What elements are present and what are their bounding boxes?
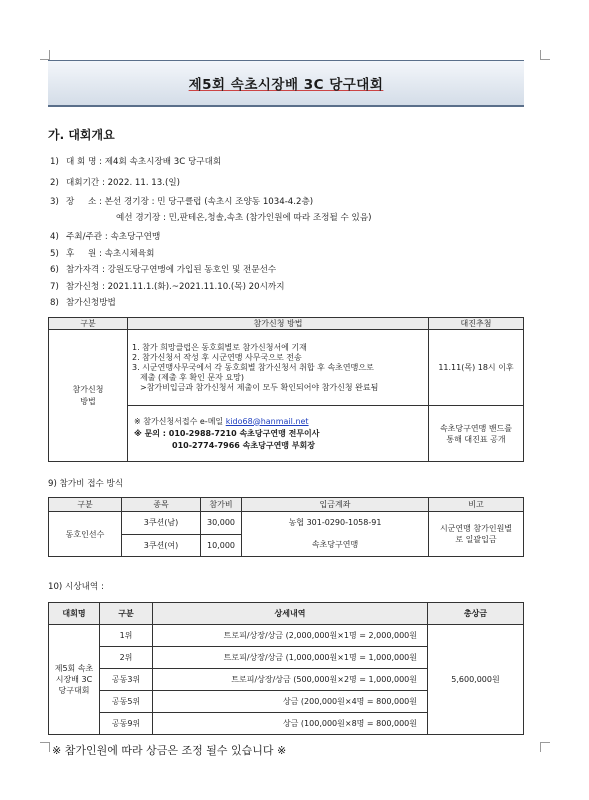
- table-header: 참가비: [201, 498, 242, 512]
- bank-account: 농협 301-0290-1058-91 속초당구연맹: [242, 512, 429, 557]
- table-header: 입금계좌: [242, 498, 429, 512]
- table-header: 구분: [49, 318, 128, 330]
- info-line: 7) 참가신청 : 2021.11.1.(화).~2021.11.10.(목) 20시까지: [50, 282, 285, 292]
- table-header: 비고: [429, 498, 524, 512]
- page-corner-mark: [40, 50, 50, 60]
- page-corner-mark: [540, 50, 550, 60]
- fee-remark: 시군연맹 참가인원별로 일괄입금: [429, 512, 524, 557]
- info-line: 3) 장 소 : 본선 경기장 : 민 당구클럽 (속초시 조양동 1034-4.2층): [50, 197, 314, 207]
- draw-time: 11.11(목) 18시 이후: [429, 330, 524, 406]
- table-header: 대진추첨: [429, 318, 524, 330]
- fee-amount: 10,000: [201, 534, 242, 557]
- prize-rank: 공동9위: [100, 713, 153, 735]
- prize-rank: 1위: [100, 625, 153, 647]
- prize-rank: 2위: [100, 647, 153, 669]
- table-header: 총상금: [428, 603, 524, 625]
- table-header: 구분: [100, 603, 153, 625]
- email-link[interactable]: kido68@hanmail.net: [225, 416, 309, 426]
- prize-detail: 트로피/상장/상금 (500,000원×2명 = 1,000,000원: [153, 669, 428, 691]
- footer-note: ※ 참가인원에 따라 상금은 조정 될수 있습니다 ※: [52, 744, 287, 757]
- prize-rank: 공동3위: [100, 669, 153, 691]
- info-line: 2) 대회기간 : 2022. 11. 13.(일): [50, 178, 180, 188]
- prize-detail: 상금 (200,000원×4명 = 800,000원: [153, 691, 428, 713]
- fee-category: 동호인선수: [49, 512, 122, 557]
- info-line: 예선 경기장 : 민,판테온,청솔,속초 (참가인원에 따라 조정될 수 있음): [116, 213, 372, 223]
- info-line: 6) 참가자격 : 강원도당구연맹에 가입된 동호인 및 전문선수: [50, 265, 277, 275]
- fee-amount: 30,000: [201, 512, 242, 535]
- contact-info: ※ 참가신청서접수 e-메일 kido68@hanmail.net ※ 문의 : 010-2988-7210 속초당구연맹 전무이사 010-2774-7966 속초당구연맹 부회장: [128, 406, 429, 462]
- page-corner-mark: [40, 742, 50, 752]
- table-header: 구분: [49, 498, 122, 512]
- registration-table: [48, 317, 524, 462]
- table-header: 종목: [122, 498, 201, 512]
- prize-detail: 상금 (100,000원×8명 = 800,000원: [153, 713, 428, 735]
- draw-method: 속초당구연맹 밴드를 통해 대진표 공개: [429, 406, 524, 462]
- table-header: 상세내역: [153, 603, 428, 625]
- fee-event: 3쿠션(남): [122, 512, 201, 535]
- prize-total: 5,600,000원: [428, 625, 524, 735]
- page-corner-mark: [540, 742, 550, 752]
- section-heading: 가. 대회개요: [48, 128, 115, 142]
- registration-method-list: 1. 참가 희망클럽은 동호회별로 참가신청서에 기재 2. 참가신청서 작성 후 시군연맹 사무국으로 전송 3. 시군연맹사무국에서 각 동호회별 참가신청서 취합 후 속초연맹으로 제출 (제출 후 확인 문자 요망) >참가비입금과 참가신청서 제출이 모두 확인되어야 참가신청 완료됨: [128, 330, 429, 406]
- prize-detail: 트로피/상장/상금 (1,000,000원×1명 = 1,000,000원: [153, 647, 428, 669]
- fee-table: [48, 497, 524, 557]
- fee-event: 3쿠션(여): [122, 534, 201, 557]
- prize-section-label: 10) 시상내역 :: [48, 582, 104, 592]
- info-line: 5) 후 원 : 속초시체육회: [50, 249, 155, 259]
- prize-rank: 공동5위: [100, 691, 153, 713]
- prize-event-name: 제5회 속초 시장배 3C 당구대회: [49, 625, 100, 735]
- prize-detail: 트로피/상장/상금 (2,000,000원×1명 = 2,000,000원: [153, 625, 428, 647]
- fee-section-label: 9) 참가비 접수 방식: [48, 479, 124, 489]
- info-line: 4) 주최/주관 : 속초당구연맹: [50, 232, 161, 242]
- table-header: 참가신청 방법: [128, 318, 429, 330]
- info-line: 8) 참가신청방법: [50, 298, 116, 308]
- registration-row-label: 참가신청 방법: [49, 330, 128, 462]
- prize-table: [48, 602, 524, 735]
- document-title-banner: [48, 60, 524, 107]
- info-line: 1) 대 회 명 : 제4회 속초시장배 3C 당구대회: [50, 157, 222, 167]
- document-title: 제5회 속초시장배 3C 당구대회: [188, 77, 384, 93]
- table-header: 대회명: [49, 603, 100, 625]
